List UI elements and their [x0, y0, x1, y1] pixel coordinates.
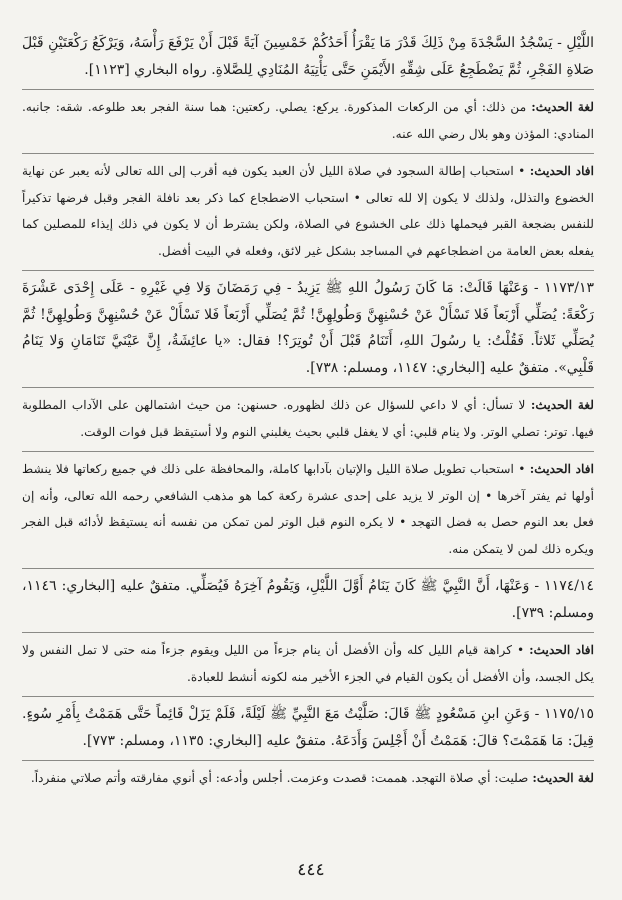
- section-divider: [22, 387, 594, 388]
- page-number: ٤٤٤: [297, 860, 325, 880]
- language-note: [22, 94, 594, 147]
- hadith-text: ١١٧٣/١٣ - وَعَنْهَا قَالَتْ: مَا كَانَ رَسُولُ اللهِ ﷺ يَزِيدُ - فِي رَمَضَانَ وَلا فِي غَيْرِهِ - عَلَى إِحْدَى عَشْرَةَ رَكْعَةً: يُصَلِّي أَرْبَعاً فَلا تَسْأَلْ عَنْ حُسْنِهِنَّ وَطُولِهِنَّ! ثُمَّ يُصَلِّي أَرْبَعاً فَلا تَسْأَلْ عَنْ حُسْنِهِنَّ وَطُولِهِنَّ! ثُمَّ يُصَلِّي ثَلاثاً. فَقُلْتُ: يا رسُولَ اللهِ، أَتَنَامُ قَبْلَ أَنْ تُوتِرَ؟! فقال: «يا عائِشَةُ، إِنَّ عَيْنَيَّ تَنَامَانِ وَلا يَنَامُ قَلْبِي». متفقٌ عليه [البخاري: ١١٤٧، ومسلم: ٧٣٨].: [22, 280, 594, 376]
- hadith-1173: [22, 275, 594, 381]
- note-text: صليت: أي صلاة التهجد. هممت: قصدت وعزمت. أجلس وأدعه: أي أنوي مفارقته وأتم صلاتي منفرداً.: [30, 771, 533, 785]
- language-note: [22, 765, 594, 792]
- hadith-1174: [22, 573, 594, 626]
- section-divider: [22, 270, 594, 271]
- section-divider: [22, 451, 594, 452]
- section-divider: [22, 153, 594, 154]
- hadith-text: ١١٧٥/١٥ - وَعَنِ ابنِ مَسْعُودٍ ﷺ قَالَ: صَلَّيْتُ مَعَ النَّبِيِّ ﷺ لَيْلَةً، فَلَمْ يَزَلْ قَائِماً حَتَّى هَمَمْتُ بِأَمْرِ سُوءٍ. قِيلَ: مَا هَمَمْتَ؟ قالَ: هَمَمْتُ أَنْ أَجْلِسَ وَأَدَعَهُ. متفقٌ عليه [البخاري: ١١٣٥، ومسلم: ٧٧٣].: [22, 706, 594, 749]
- hadith-text: اللَّيْلِ - يَسْجُدُ السَّجْدَةَ مِنْ ذَلِكَ قَدْرَ مَا يَقْرَأُ أَحَدُكُمْ خَمْسِينَ آيَةً قَبْلَ أَنْ يَرْفَعَ رَأْسَهُ، وَيَرْكَعُ رَكْعَتَيْنِ قَبْلَ صَلاةِ الفَجْرِ، ثُمَّ يَضْطَجِعُ عَلَى شِقِّهِ الأَيْمَنِ حَتَّى يَأْتِيَهُ المُنَادِي لِلصَّلاةِ. رواه البخاري [١١٢٣].: [22, 35, 594, 78]
- note-text: لا تسأل: أي لا داعي للسؤال عن ذلك لظهوره. حسنهن: من حيث اشتمالهن على الآداب المطلوبة فيها. توتر: تصلي الوتر. ولا ينام قلبي: أي لا يغفل قلبي بحيث يغلبني النوم ولا أستيقظ قبل فوات الوقت.: [22, 398, 594, 439]
- note-label: لغة الحديث:: [531, 100, 595, 114]
- note-label: افاد الحديث:: [529, 643, 594, 657]
- section-divider: [22, 632, 594, 633]
- note-text: • استحباب إطالة السجود في صلاة الليل لأن العبد يكون فيه أقرب إلى الله تعالى لأنه يعبر عن نهاية الخضوع والتذلل، ولذلك لا يكون إلا لله تعالى • استحباب الاضطجاع كما ذكر بعد نافلة الفجر وقبل فرضها تذكيراً للنفس بضجعة القبر فيحملها ذلك على الخشوع في الصلاة، ولكن يشترط أن لا يكون في ذلك إيذاء للمصلين كما يفعله بعض العامة من اضطجاعهم في المساجد بشكل غير لائق، وفعله في البيت أفضل.: [22, 164, 594, 258]
- note-label: لغة الحديث:: [530, 398, 594, 412]
- note-text: • كراهة قيام الليل كله وأن الأفضل أن ينام جزءاً من الليل ويقوم جزءاً منه حتى لا تمل النفس ولا يكل الجسد، وأن الأفضل أن يكون القيام في الجزء الأخير منه لكونه أنشط للعبادة.: [22, 643, 594, 684]
- section-divider: [22, 696, 594, 697]
- language-note: [22, 392, 594, 445]
- hadith-text: ١١٧٤/١٤ - وَعَنْهَا، أَنَّ النَّبِيَّ ﷺ كَانَ يَنَامُ أَوَّلَ اللَّيْلِ، وَيَقُومُ آخِرَهُ فَيُصَلِّي. متفقٌ عليه [البخاري: ١١٤٦، ومسلم: ٧٣٩].: [22, 578, 594, 621]
- benefit-note: [22, 637, 594, 690]
- hadith-continuation: [22, 30, 594, 83]
- note-text: من ذلك: أي من الركعات المذكورة. يركع: يصلي. ركعتين: هما سنة الفجر بعد طلوعه. شقه: جانبه. المنادي: المؤذن وهو بلال رضي الله عنه.: [22, 100, 594, 141]
- benefit-note: [22, 456, 594, 562]
- note-label: افاد الحديث:: [529, 164, 594, 178]
- note-text: • استحباب تطويل صلاة الليل والإتيان بآدابها كاملة، والمحافظة على ذلك في جميع ركعاتها فلا ينشط أولها ثم يفتر آخرها • إن الوتر لا يزيد على إحدى عشرة ركعة كما هو مذهب الشافعي رحمه الله تعالى، وأنه إن فعل بعد النوم حصل به فضل التهجد • لا يكره النوم قبل الوتر لمن تمكن من نفسه أنه يستيقظ لأدائه قبل الفجر ويكره ذلك لمن لا يتمكن منه.: [22, 462, 594, 556]
- section-divider: [22, 568, 594, 569]
- section-divider: [22, 760, 594, 761]
- note-label: لغة الحديث:: [532, 771, 594, 785]
- section-divider: [22, 89, 594, 90]
- hadith-1175: [22, 701, 594, 754]
- page-content: [22, 30, 594, 798]
- benefit-note: [22, 158, 594, 264]
- note-label: افاد الحديث:: [529, 462, 594, 476]
